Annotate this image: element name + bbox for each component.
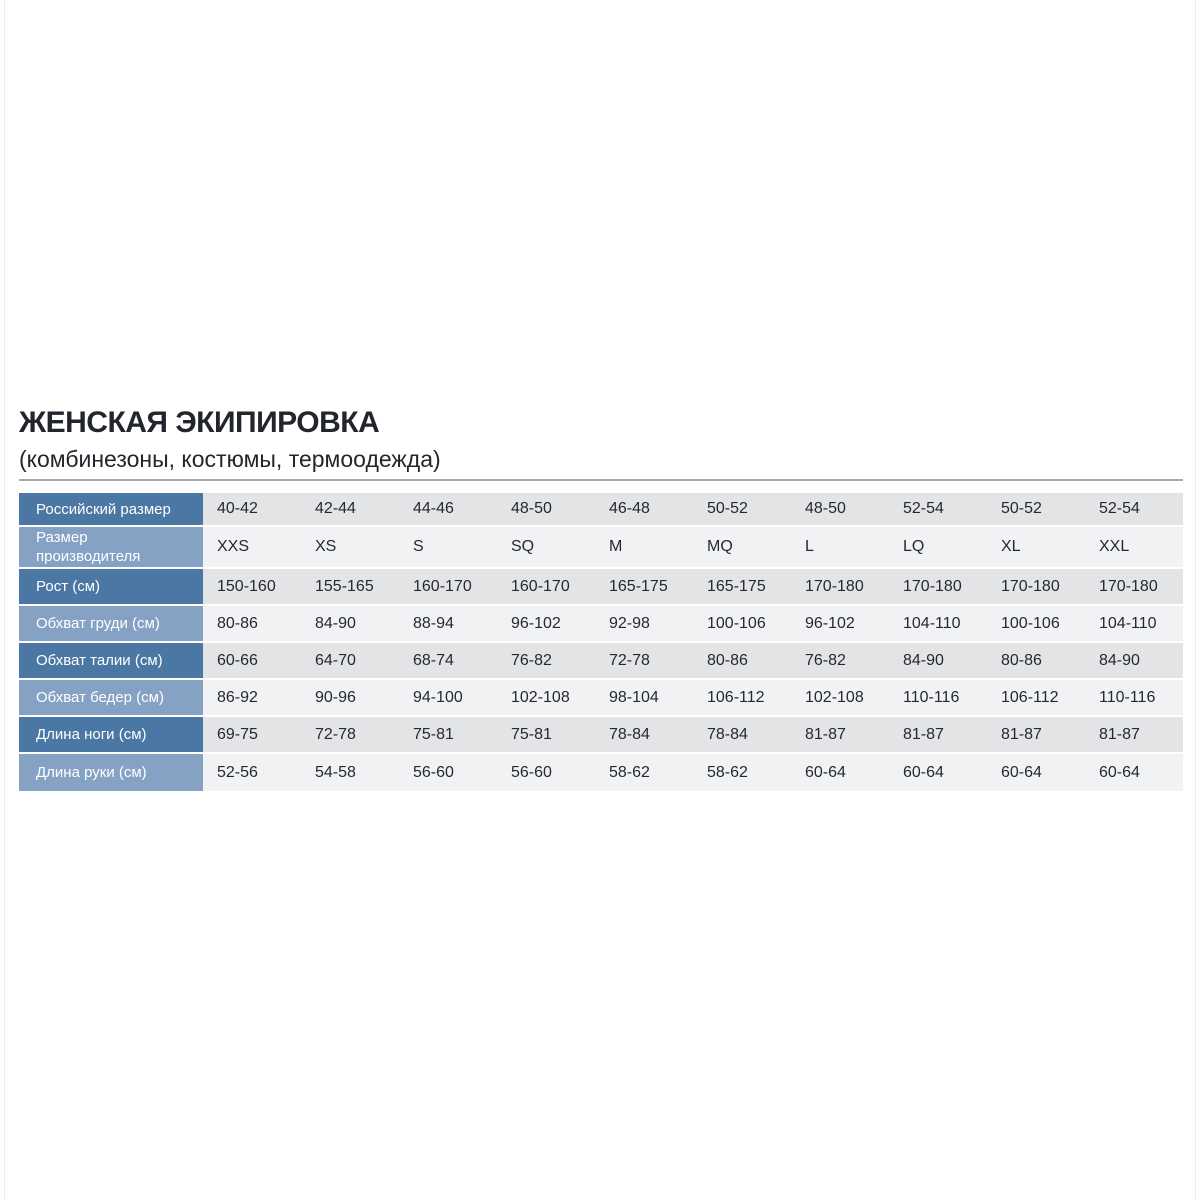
table-cell: 80-86 bbox=[987, 643, 1085, 680]
table-row-russian-size bbox=[19, 493, 1183, 527]
table-row-manufacturer-size bbox=[19, 527, 1183, 569]
table-cell: 56-60 bbox=[399, 754, 497, 791]
size-chart-section bbox=[19, 0, 1183, 791]
table-cell: 104-110 bbox=[1085, 606, 1183, 643]
row-label: Длина ноги (см) bbox=[19, 717, 203, 754]
table-row-leg-length bbox=[19, 717, 1183, 754]
table-cell: 81-87 bbox=[889, 717, 987, 754]
row-label: Обхват груди (см) bbox=[19, 606, 203, 643]
table-cell: 52-54 bbox=[889, 493, 987, 527]
table-cell: 72-78 bbox=[301, 717, 399, 754]
table-cell: 110-116 bbox=[1085, 680, 1183, 717]
table-cell: 52-56 bbox=[203, 754, 301, 791]
table-cell: 80-86 bbox=[203, 606, 301, 643]
table-cell: 48-50 bbox=[791, 493, 889, 527]
table-cell: 100-106 bbox=[693, 606, 791, 643]
table-row-waist bbox=[19, 643, 1183, 680]
table-cell: 100-106 bbox=[987, 606, 1085, 643]
table-cell: 104-110 bbox=[889, 606, 987, 643]
table-row-arm-length bbox=[19, 754, 1183, 791]
size-table bbox=[19, 493, 1183, 791]
table-cell: 78-84 bbox=[693, 717, 791, 754]
table-cell: 60-64 bbox=[1085, 754, 1183, 791]
row-label: Размер производителя bbox=[19, 527, 203, 569]
table-cell: 170-180 bbox=[987, 569, 1085, 606]
row-label: Обхват бедер (см) bbox=[19, 680, 203, 717]
table-cell: 60-66 bbox=[203, 643, 301, 680]
table-cell: 90-96 bbox=[301, 680, 399, 717]
table-cell: 76-82 bbox=[791, 643, 889, 680]
table-cell: SQ bbox=[497, 527, 595, 569]
table-cell: 81-87 bbox=[1085, 717, 1183, 754]
table-cell: 84-90 bbox=[301, 606, 399, 643]
table-cell: 155-165 bbox=[301, 569, 399, 606]
page-container bbox=[4, 0, 1196, 1200]
table-cell: 170-180 bbox=[889, 569, 987, 606]
table-cell: 50-52 bbox=[693, 493, 791, 527]
table-cell: 68-74 bbox=[399, 643, 497, 680]
table-cell: 78-84 bbox=[595, 717, 693, 754]
table-cell: 75-81 bbox=[497, 717, 595, 754]
table-cell: 160-170 bbox=[497, 569, 595, 606]
table-cell: 69-75 bbox=[203, 717, 301, 754]
table-cell: L bbox=[791, 527, 889, 569]
table-cell: 170-180 bbox=[1085, 569, 1183, 606]
table-cell: 50-52 bbox=[987, 493, 1085, 527]
table-row-chest bbox=[19, 606, 1183, 643]
table-cell: S bbox=[399, 527, 497, 569]
table-cell: 84-90 bbox=[1085, 643, 1183, 680]
table-cell: 44-46 bbox=[399, 493, 497, 527]
page-subtitle: (комбинезоны, костюмы, термоодежда) bbox=[19, 446, 441, 472]
table-cell: 56-60 bbox=[497, 754, 595, 791]
table-cell: 102-108 bbox=[497, 680, 595, 717]
table-cell: 160-170 bbox=[399, 569, 497, 606]
table-cell: 170-180 bbox=[791, 569, 889, 606]
table-cell: 84-90 bbox=[889, 643, 987, 680]
table-cell: 165-175 bbox=[693, 569, 791, 606]
table-cell: 98-104 bbox=[595, 680, 693, 717]
table-cell: 96-102 bbox=[497, 606, 595, 643]
table-cell: 42-44 bbox=[301, 493, 399, 527]
table-cell: 150-160 bbox=[203, 569, 301, 606]
table-cell: 60-64 bbox=[791, 754, 889, 791]
table-row-hips bbox=[19, 680, 1183, 717]
divider-line bbox=[19, 479, 1183, 481]
row-label: Российский размер bbox=[19, 493, 203, 527]
table-cell: 86-92 bbox=[203, 680, 301, 717]
table-cell: 40-42 bbox=[203, 493, 301, 527]
table-cell: 96-102 bbox=[791, 606, 889, 643]
table-cell: 92-98 bbox=[595, 606, 693, 643]
table-cell: 75-81 bbox=[399, 717, 497, 754]
page-title: ЖЕНСКАЯ ЭКИПИРОВКА bbox=[19, 406, 380, 439]
table-cell: 52-54 bbox=[1085, 493, 1183, 527]
row-label: Рост (см) bbox=[19, 569, 203, 606]
table-cell: 110-116 bbox=[889, 680, 987, 717]
table-cell: XL bbox=[987, 527, 1085, 569]
table-cell: MQ bbox=[693, 527, 791, 569]
table-cell: XXS bbox=[203, 527, 301, 569]
table-cell: 102-108 bbox=[791, 680, 889, 717]
table-cell: 81-87 bbox=[987, 717, 1085, 754]
table-cell: 94-100 bbox=[399, 680, 497, 717]
table-cell: 165-175 bbox=[595, 569, 693, 606]
row-label: Обхват талии (см) bbox=[19, 643, 203, 680]
table-cell: 60-64 bbox=[987, 754, 1085, 791]
table-cell: 72-78 bbox=[595, 643, 693, 680]
table-cell: 58-62 bbox=[595, 754, 693, 791]
table-cell: 58-62 bbox=[693, 754, 791, 791]
table-cell: 80-86 bbox=[693, 643, 791, 680]
table-cell: LQ bbox=[889, 527, 987, 569]
table-cell: 54-58 bbox=[301, 754, 399, 791]
table-cell: M bbox=[595, 527, 693, 569]
table-cell: 81-87 bbox=[791, 717, 889, 754]
table-cell: 106-112 bbox=[693, 680, 791, 717]
table-cell: 106-112 bbox=[987, 680, 1085, 717]
table-cell: XS bbox=[301, 527, 399, 569]
table-cell: 46-48 bbox=[595, 493, 693, 527]
table-cell: 60-64 bbox=[889, 754, 987, 791]
table-cell: 48-50 bbox=[497, 493, 595, 527]
table-row-height bbox=[19, 569, 1183, 606]
table-cell: 76-82 bbox=[497, 643, 595, 680]
table-cell: 64-70 bbox=[301, 643, 399, 680]
row-label: Длина руки (см) bbox=[19, 754, 203, 791]
table-cell: 88-94 bbox=[399, 606, 497, 643]
table-cell: XXL bbox=[1085, 527, 1183, 569]
